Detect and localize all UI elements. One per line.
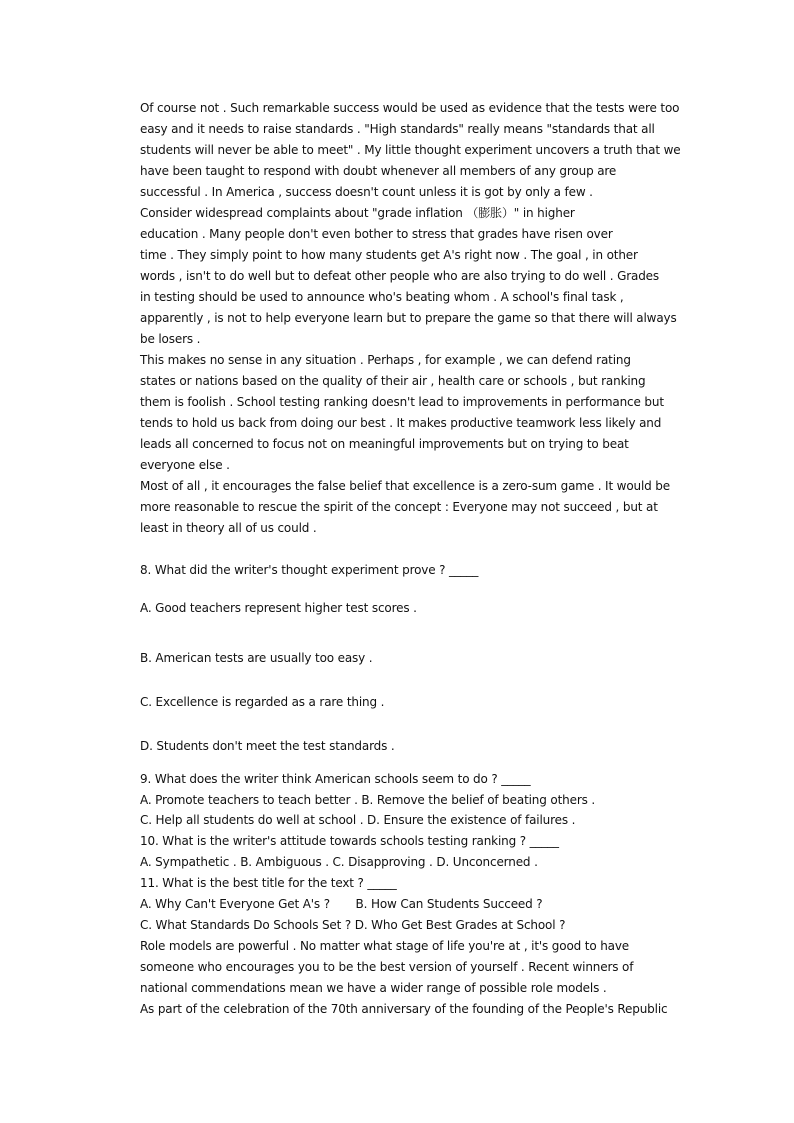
passage-line: everyone else .	[140, 458, 230, 472]
passage-line: Of course not . Such remarkable success would be used as evidence that the tests were too	[140, 101, 680, 115]
question-stem: 10. What is the writer's attitude towards schools testing ranking ? _____	[140, 834, 559, 848]
question-stem: 11. What is the best title for the text ? _____	[140, 876, 397, 890]
passage-line: in testing should be used to announce who's beating whom . A school's final task ,	[140, 290, 624, 304]
answer-option: A. Good teachers represent higher test scores .	[140, 601, 417, 615]
passage-line: successful . In America , success doesn't count unless it is got by only a few .	[140, 185, 593, 199]
passage-line: This makes no sense in any situation . Perhaps , for example , we can defend rating	[140, 353, 631, 367]
answer-option: C. Excellence is regarded as a rare thing .	[140, 695, 385, 709]
answer-options: A. Promote teachers to teach better . B. Remove the belief of beating others .	[140, 793, 596, 807]
passage-line: be losers .	[140, 332, 201, 346]
passage-line: Consider widespread complaints about "grade inflation （膨胀）" in higher	[140, 206, 575, 220]
passage-line: Most of all , it encourages the false belief that excellence is a zero-sum game . It would be	[140, 479, 670, 493]
question-stem: 8. What did the writer's thought experiment prove ? _____	[140, 563, 479, 577]
passage-line: easy and it needs to raise standards . "High standards" really means "standards that all	[140, 122, 655, 136]
passage-line: more reasonable to rescue the spirit of the concept : Everyone may not succeed , but at	[140, 500, 658, 514]
passage-line: apparently , is not to help everyone learn but to prepare the game so that there will always	[140, 311, 677, 325]
answer-option: D. Students don't meet the test standards .	[140, 739, 395, 753]
passage-line: them is foolish . School testing ranking doesn't lead to improvements in performance but	[140, 395, 664, 409]
passage-line: states or nations based on the quality of their air , health care or schools , but ranking	[140, 374, 646, 388]
passage-line: someone who encourages you to be the best version of yourself . Recent winners of	[140, 960, 634, 974]
passage-line: As part of the celebration of the 70th anniversary of the founding of the People's Republic	[140, 1002, 668, 1016]
answer-options: A. Why Can't Everyone Get A's ? B. How Can Students Succeed ?	[140, 897, 543, 911]
answer-options: C. What Standards Do Schools Set ? D. Who Get Best Grades at School ?	[140, 918, 566, 932]
passage-line: least in theory all of us could .	[140, 521, 317, 535]
passage-line: education . Many people don't even bother to stress that grades have risen over	[140, 227, 613, 241]
passage-line: have been taught to respond with doubt whenever all members of any group are	[140, 164, 617, 178]
passage-line: words , isn't to do well but to defeat other people who are also trying to do well . Grades	[140, 269, 660, 283]
passage-line: Role models are powerful . No matter what stage of life you're at , it's good to have	[140, 939, 630, 953]
passage-line: leads all concerned to focus not on meaningful improvements but on trying to beat	[140, 437, 629, 451]
answer-options: C. Help all students do well at school . D. Ensure the existence of failures .	[140, 813, 576, 827]
passage-line: students will never be able to meet" . My little thought experiment uncovers a truth that we	[140, 143, 681, 157]
passage-line: tends to hold us back from doing our best . It makes productive teamwork less likely and	[140, 416, 662, 430]
answer-option: B. American tests are usually too easy .	[140, 651, 373, 665]
answer-options: A. Sympathetic . B. Ambiguous . C. Disapproving . D. Unconcerned .	[140, 855, 538, 869]
passage-line: national commendations mean we have a wider range of possible role models .	[140, 981, 607, 995]
question-stem: 9. What does the writer think American schools seem to do ? _____	[140, 772, 531, 786]
passage-line: time . They simply point to how many students get A's right now . The goal , in other	[140, 248, 638, 262]
